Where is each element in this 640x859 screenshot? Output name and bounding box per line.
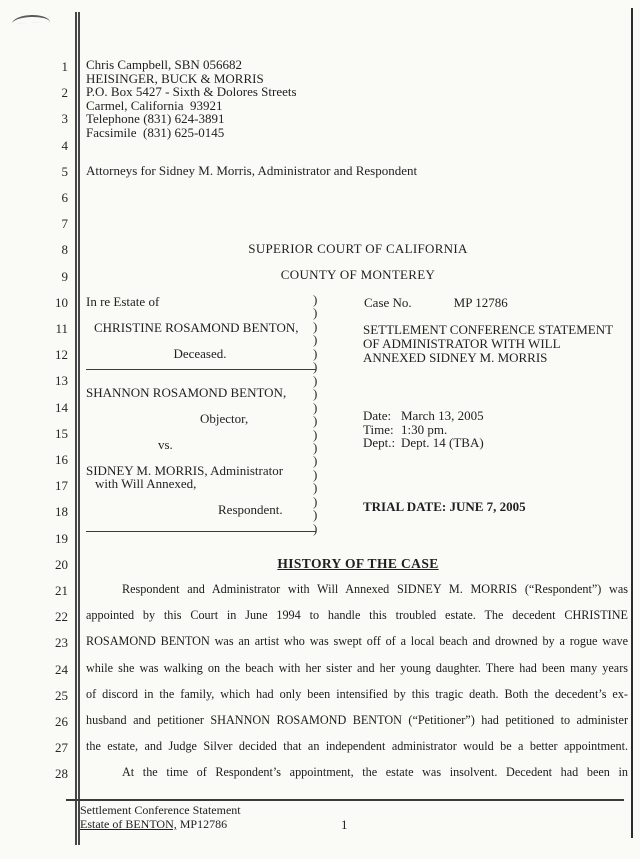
caption-paren: ) xyxy=(313,292,318,307)
pleading-line-number: 26 xyxy=(55,714,68,729)
pleading-line-number: 17 xyxy=(55,478,68,494)
pleading-line-number: 22 xyxy=(55,609,68,625)
footer-case-reference xyxy=(80,818,227,832)
caption-paren: ) xyxy=(313,305,318,321)
page-number: 1 xyxy=(341,817,348,832)
history-text-line: ROSAMOND BENTON was an artist who was swept off of a local beach and drowned by a rogue wave xyxy=(86,634,628,649)
pleading-line-number: 23 xyxy=(55,635,68,651)
history-text-line: husband and petitioner SHANNON ROSAMOND BENTON (“Petitioner”) had petitioned to administer xyxy=(86,713,628,727)
pleading-line-number: 9 xyxy=(61,268,68,284)
pleading-line-number: 20 xyxy=(55,556,68,572)
schedule-label: Dept.: xyxy=(363,435,396,450)
document-title-line: OF ADMINISTRATOR WITH WILL xyxy=(363,336,561,351)
caption-paren: ) xyxy=(313,466,318,482)
caption-divider-line-2 xyxy=(86,531,316,532)
attorney-block-line: Carmel, California 93921 xyxy=(86,97,223,113)
attorney-block-line: Facsimile (831) 625-0145 xyxy=(86,124,225,140)
caption-divider-line-1 xyxy=(86,369,316,370)
caption-respondent-role: Respondent. xyxy=(218,502,283,517)
pleading-left-double-rule xyxy=(75,12,80,845)
caption-paren: ) xyxy=(313,493,318,509)
caption-paren: ) xyxy=(313,426,318,442)
caption-paren: ) xyxy=(313,372,318,388)
court-county: COUNTY OF MONTEREY xyxy=(280,267,436,282)
pleading-line-number: 6 xyxy=(61,190,68,205)
court-name: SUPERIOR COURT OF CALIFORNIA xyxy=(248,241,468,256)
schedule-value: Dept. 14 (TBA) xyxy=(401,435,484,450)
caption-paren: ) xyxy=(313,439,318,455)
attorney-block-line: P.O. Box 5427 - Sixth & Dolores Streets xyxy=(86,84,297,99)
footer-case-number: MP12786 xyxy=(176,817,228,831)
scanned-page-right-edge xyxy=(631,8,633,838)
schedule-label: Time: xyxy=(363,421,394,437)
caption-paren: ) xyxy=(313,453,318,469)
caption-paren: ) xyxy=(313,520,318,536)
attorney-address-block xyxy=(86,58,297,139)
schedule-value: 1:30 pm. xyxy=(401,421,448,437)
pleading-line-number: 12 xyxy=(55,347,68,363)
document-title-line: SETTLEMENT CONFERENCE STATEMENT xyxy=(363,322,614,337)
caption-objector-name: SHANNON ROSAMOND BENTON, xyxy=(86,385,287,400)
schedule-row xyxy=(363,436,484,450)
document-title-block xyxy=(363,323,613,365)
pleading-line-number: 27 xyxy=(55,740,68,756)
trial-date-line: TRIAL DATE: JUNE 7, 2005 xyxy=(363,499,526,514)
history-text-line: appointed by this Court in June 1994 to handle this troubled estate. The decedent CHRISTINE xyxy=(86,608,628,623)
pleading-line-number: 25 xyxy=(55,687,68,703)
caption-paren: ) xyxy=(313,386,318,402)
pleading-line-number: 13 xyxy=(55,373,68,389)
history-text-line: the estate, and Judge Silver decided that an independent administrator would be a better appointment. xyxy=(86,739,628,754)
pleading-line-number: 3 xyxy=(61,111,68,127)
scan-artifact-dash xyxy=(12,14,50,23)
pleading-line-number: 15 xyxy=(55,425,68,441)
caption-paren: ) xyxy=(313,399,318,415)
pleading-line-number: 16 xyxy=(55,452,68,467)
schedule-label: Date: xyxy=(363,408,392,423)
history-text-line: of discord in the family, which had only been intensified by this tragic death. Both the decedent’s ex- xyxy=(86,686,628,701)
footer-document-title: Settlement Conference Statement xyxy=(80,803,241,817)
attorney-block-line: Chris Campbell, SBN 056682 xyxy=(86,57,243,72)
caption-paren: ) xyxy=(313,413,318,429)
pleading-line-number: 14 xyxy=(55,399,68,415)
pleading-line-number: 1 xyxy=(61,59,68,74)
caption-paren: ) xyxy=(313,359,318,375)
caption-decedent-name: CHRISTINE ROSAMOND BENTON, xyxy=(94,320,299,335)
caption-in-re: In re Estate of xyxy=(86,294,160,309)
schedule-value: March 13, 2005 xyxy=(401,408,484,423)
pleading-line-number: 18 xyxy=(55,504,68,520)
pleading-line-number: 7 xyxy=(61,216,68,232)
pleading-line-number: 28 xyxy=(55,766,68,782)
document-title-line: ANNEXED SIDNEY M. MORRIS xyxy=(363,350,548,365)
caption-paren: ) xyxy=(313,318,318,334)
pleading-line-number: 11 xyxy=(55,321,68,336)
caption-versus: vs. xyxy=(158,437,173,452)
history-text-line: Respondent and Administrator with Will Annexed SIDNEY M. MORRIS (“Respondent”) was xyxy=(122,582,628,596)
attorney-block-line: Telephone (831) 624-3891 xyxy=(86,111,225,126)
caption-objector-role: Objector, xyxy=(200,411,249,426)
hearing-schedule-block xyxy=(363,409,484,450)
attorney-block-line: HEISINGER, BUCK & MORRIS xyxy=(86,70,264,86)
pleading-line-number: 21 xyxy=(55,583,68,598)
pleading-line-number: 8 xyxy=(61,242,68,258)
caption-respondent-name: SIDNEY M. MORRIS, Administrator xyxy=(86,463,284,478)
pleading-line-number: 4 xyxy=(61,137,68,153)
caption-paren: ) xyxy=(313,345,318,361)
caption-paren: ) xyxy=(313,507,318,523)
footer-divider-line xyxy=(66,799,624,801)
caption-respondent-name-cont: with Will Annexed, xyxy=(95,476,197,491)
pleading-line-number: 10 xyxy=(55,294,68,310)
pleading-line-number: 19 xyxy=(55,530,68,546)
pleading-line-number: 2 xyxy=(61,85,68,101)
section-heading-history-of-the-case: HISTORY OF THE CASE xyxy=(277,556,439,571)
history-text-line: At the time of Respondent’s appointment, the estate was insolvent. Decedent had been in xyxy=(122,765,628,780)
case-number-value: MP 12786 xyxy=(453,295,508,310)
history-text-line: while she was walking on the beach with her sister and her young daughter. There had been many years xyxy=(86,660,628,675)
case-number-row xyxy=(364,296,508,310)
case-number-label: Case No. xyxy=(364,295,412,310)
caption-decedent-role: Deceased. xyxy=(173,346,227,361)
appearing-for-line: Attorneys for Sidney M. Morris, Administrator and Respondent xyxy=(86,163,418,178)
caption-paren: ) xyxy=(313,332,318,348)
pleading-line-number: 5 xyxy=(61,163,68,179)
caption-paren: ) xyxy=(313,480,318,496)
footer-case-name: Estate of BENTON, xyxy=(80,817,177,831)
pleading-line-number: 24 xyxy=(55,661,68,677)
schedule-row xyxy=(363,423,484,437)
schedule-row xyxy=(363,409,484,423)
